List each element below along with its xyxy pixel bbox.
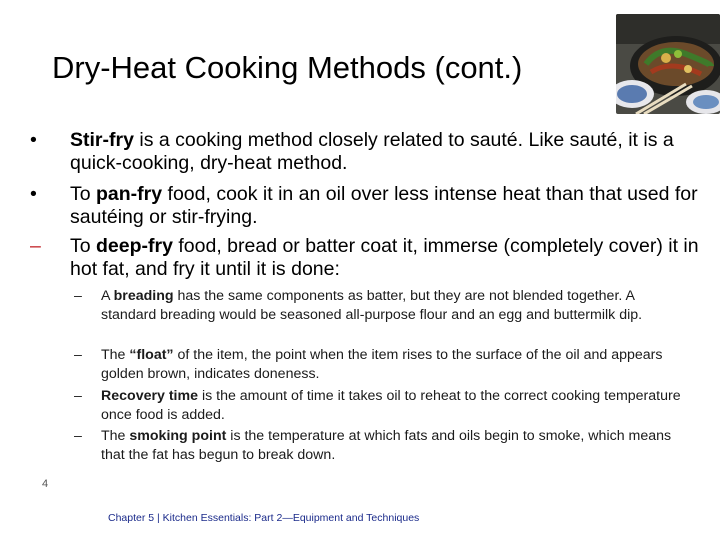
stir-fry-photo [616,14,720,114]
bullet-stir-fry: • Stir-fry is a cooking method closely related to sauté. Like sauté, it is a quick-cooking, dry-heat method. [30,129,674,174]
slide-title: Dry-Heat Cooking Methods (cont.) [52,50,523,85]
subbullet-recovery-time: – Recovery time is the amount of time it takes oil to reheat to the correct cooking temperature once food is added. [74,388,681,423]
subbullet-float: – The “float” of the item, the point when the item rises to the surface of the oil and appears golden brown, indicates doneness. [74,347,663,382]
term-pan-fry: pan-fry [96,183,163,205]
subbullet-smoking-point: – The smoking point is the temperature at which fats and oils begin to smoke, which means that the fat has begun to break down. [74,428,672,463]
term-stir-fry: Stir-fry [70,129,134,151]
bullet-pan-fry: • To pan-fry food, cook it in an oil over less intense heat than that used for sautéing or stir-frying. [30,183,698,228]
subbullet-breading: – A breading has the same components as batter, but they are not blended together. A standard breading would be seasoned all-purpose flour and an egg and buttermilk dip. [74,288,643,323]
term-float: “float” [129,347,174,363]
term-breading: breading [113,288,174,304]
page-number: 4 [42,478,49,490]
bullet-marker: • [30,129,37,151]
dash-marker: – [30,235,41,257]
dash-marker: – [74,347,82,363]
dash-marker: – [74,388,82,404]
bullet-marker: • [30,183,37,205]
dash-marker: – [74,428,82,444]
term-deep-fry: deep-fry [96,235,173,257]
bullet-deep-fry: – To deep-fry food, bread or batter coat it, immerse (completely cover) it in hot fat, and fry it until it is done: [30,235,699,280]
dash-marker: – [74,288,82,304]
term-recovery-time: Recovery time [101,388,198,404]
term-smoking-point: smoking point [129,428,227,444]
footer-chapter: Chapter 5 | Kitchen Essentials: Part 2—Equipment and Techniques [108,512,420,524]
